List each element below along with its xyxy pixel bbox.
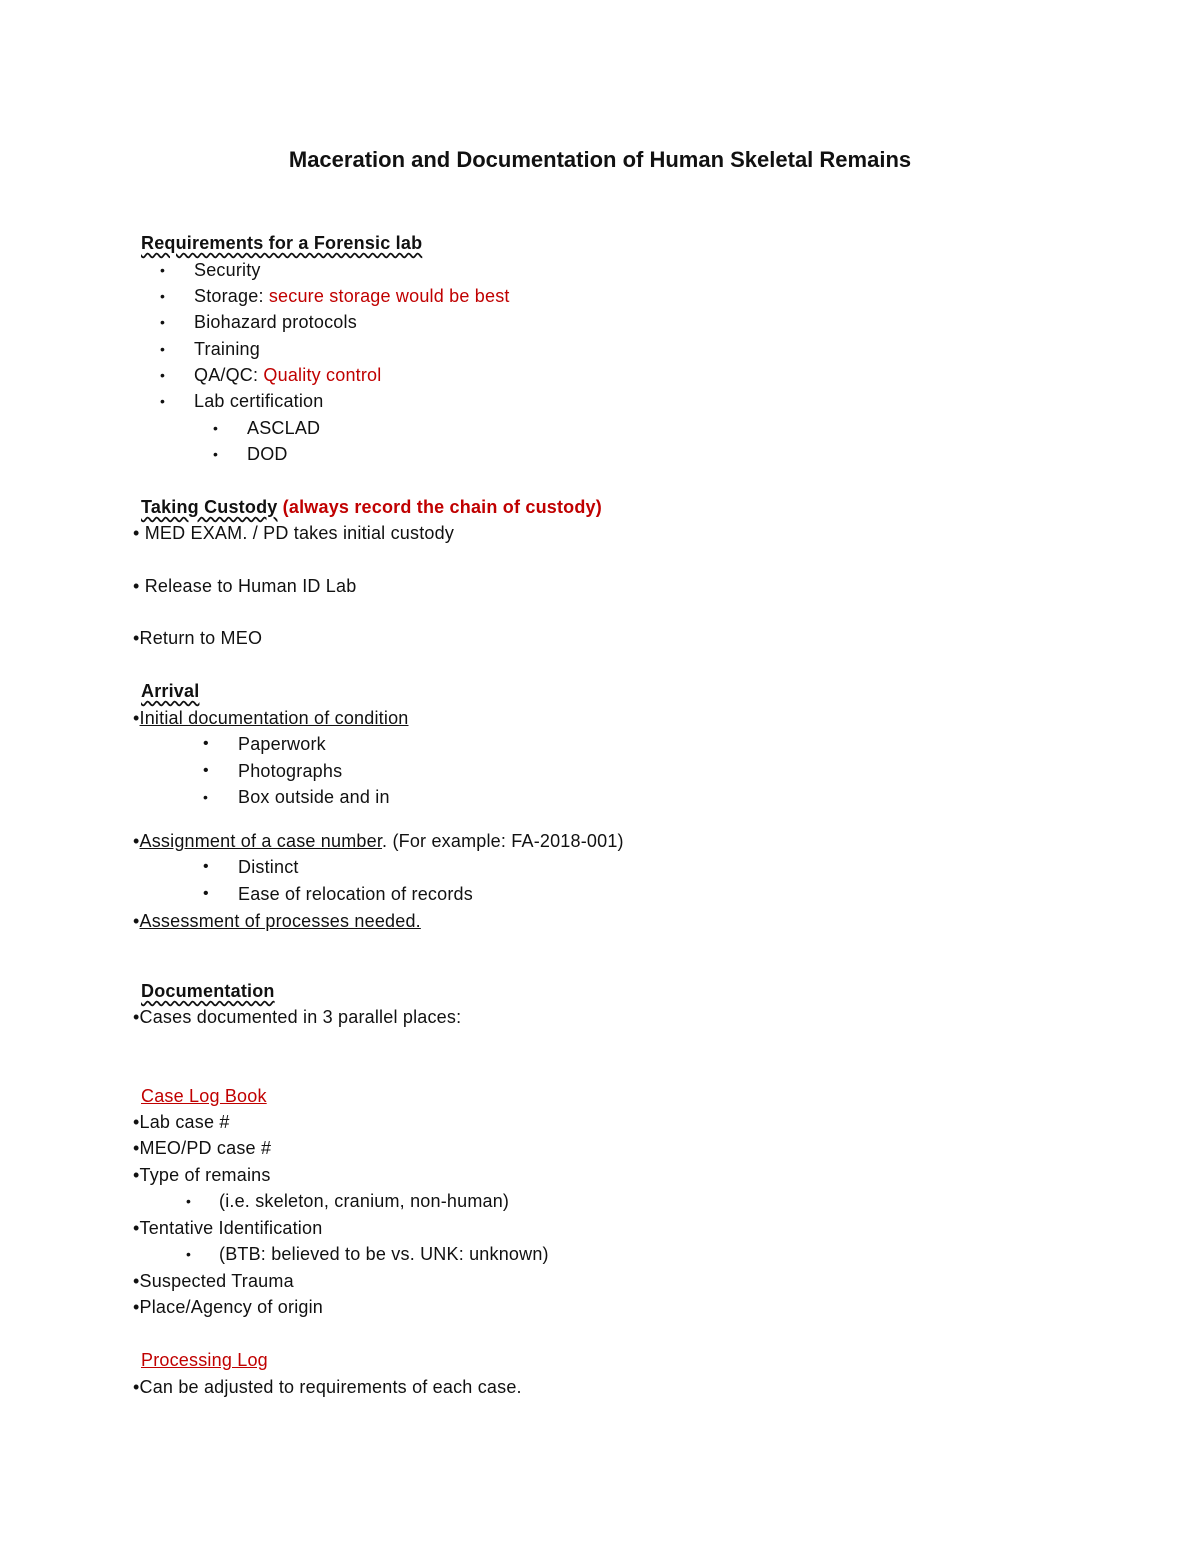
list-item: •Cases documented in 3 parallel places: <box>133 1007 462 1027</box>
sub-list-item: • Photographs <box>203 761 343 781</box>
list-item: •Assignment of a case number. (For example: FA-2018-001) <box>133 831 624 851</box>
sub-list-item: • Ease of relocation of records <box>203 884 473 904</box>
list-item: •Tentative Identification <box>133 1218 323 1238</box>
sub-list-item: • Paperwork <box>203 734 326 754</box>
list-item: • QA/QC: Quality control <box>160 365 382 385</box>
sub-list-item: • Distinct <box>203 857 299 877</box>
list-item: • Security <box>160 260 261 280</box>
list-item: • Release to Human ID Lab <box>133 576 357 596</box>
documentation-heading: Documentation <box>141 981 275 1001</box>
list-item: • Storage: secure storage would be best <box>160 286 510 306</box>
list-item: • MED EXAM. / PD takes initial custody <box>133 523 455 543</box>
requirements-heading: Requirements for a Forensic lab <box>141 233 423 253</box>
list-item: •Lab case # <box>133 1112 230 1132</box>
sub-list-item: • (BTB: believed to be vs. UNK: unknown) <box>186 1244 549 1264</box>
list-item: •Type of remains <box>133 1165 271 1185</box>
case-log-heading: Case Log Book <box>141 1086 267 1106</box>
custody-heading: Taking Custody (always record the chain of custody) <box>141 497 602 517</box>
list-item: •Initial documentation of condition <box>133 708 409 728</box>
list-item: • Biohazard protocols <box>160 312 357 332</box>
list-item: •MEO/PD case # <box>133 1138 272 1158</box>
sub-list-item: • DOD <box>213 444 288 464</box>
processing-log-heading: Processing Log <box>141 1350 268 1370</box>
document-title: Maceration and Documentation of Human Skeletal Remains <box>288 147 912 172</box>
list-item: •Assessment of processes needed. <box>133 911 421 931</box>
list-item: •Place/Agency of origin <box>133 1297 324 1317</box>
list-item: •Suspected Trauma <box>133 1271 294 1291</box>
arrival-heading: Arrival <box>141 681 200 701</box>
list-item: •Can be adjusted to requirements of each case. <box>133 1377 522 1397</box>
list-item: • Lab certification <box>160 391 324 411</box>
sub-list-item: • Box outside and in <box>203 787 390 807</box>
sub-list-item: • (i.e. skeleton, cranium, non-human) <box>186 1191 510 1211</box>
list-item: •Return to MEO <box>133 628 263 648</box>
list-item: • Training <box>160 339 260 359</box>
sub-list-item: • ASCLAD <box>213 418 321 438</box>
